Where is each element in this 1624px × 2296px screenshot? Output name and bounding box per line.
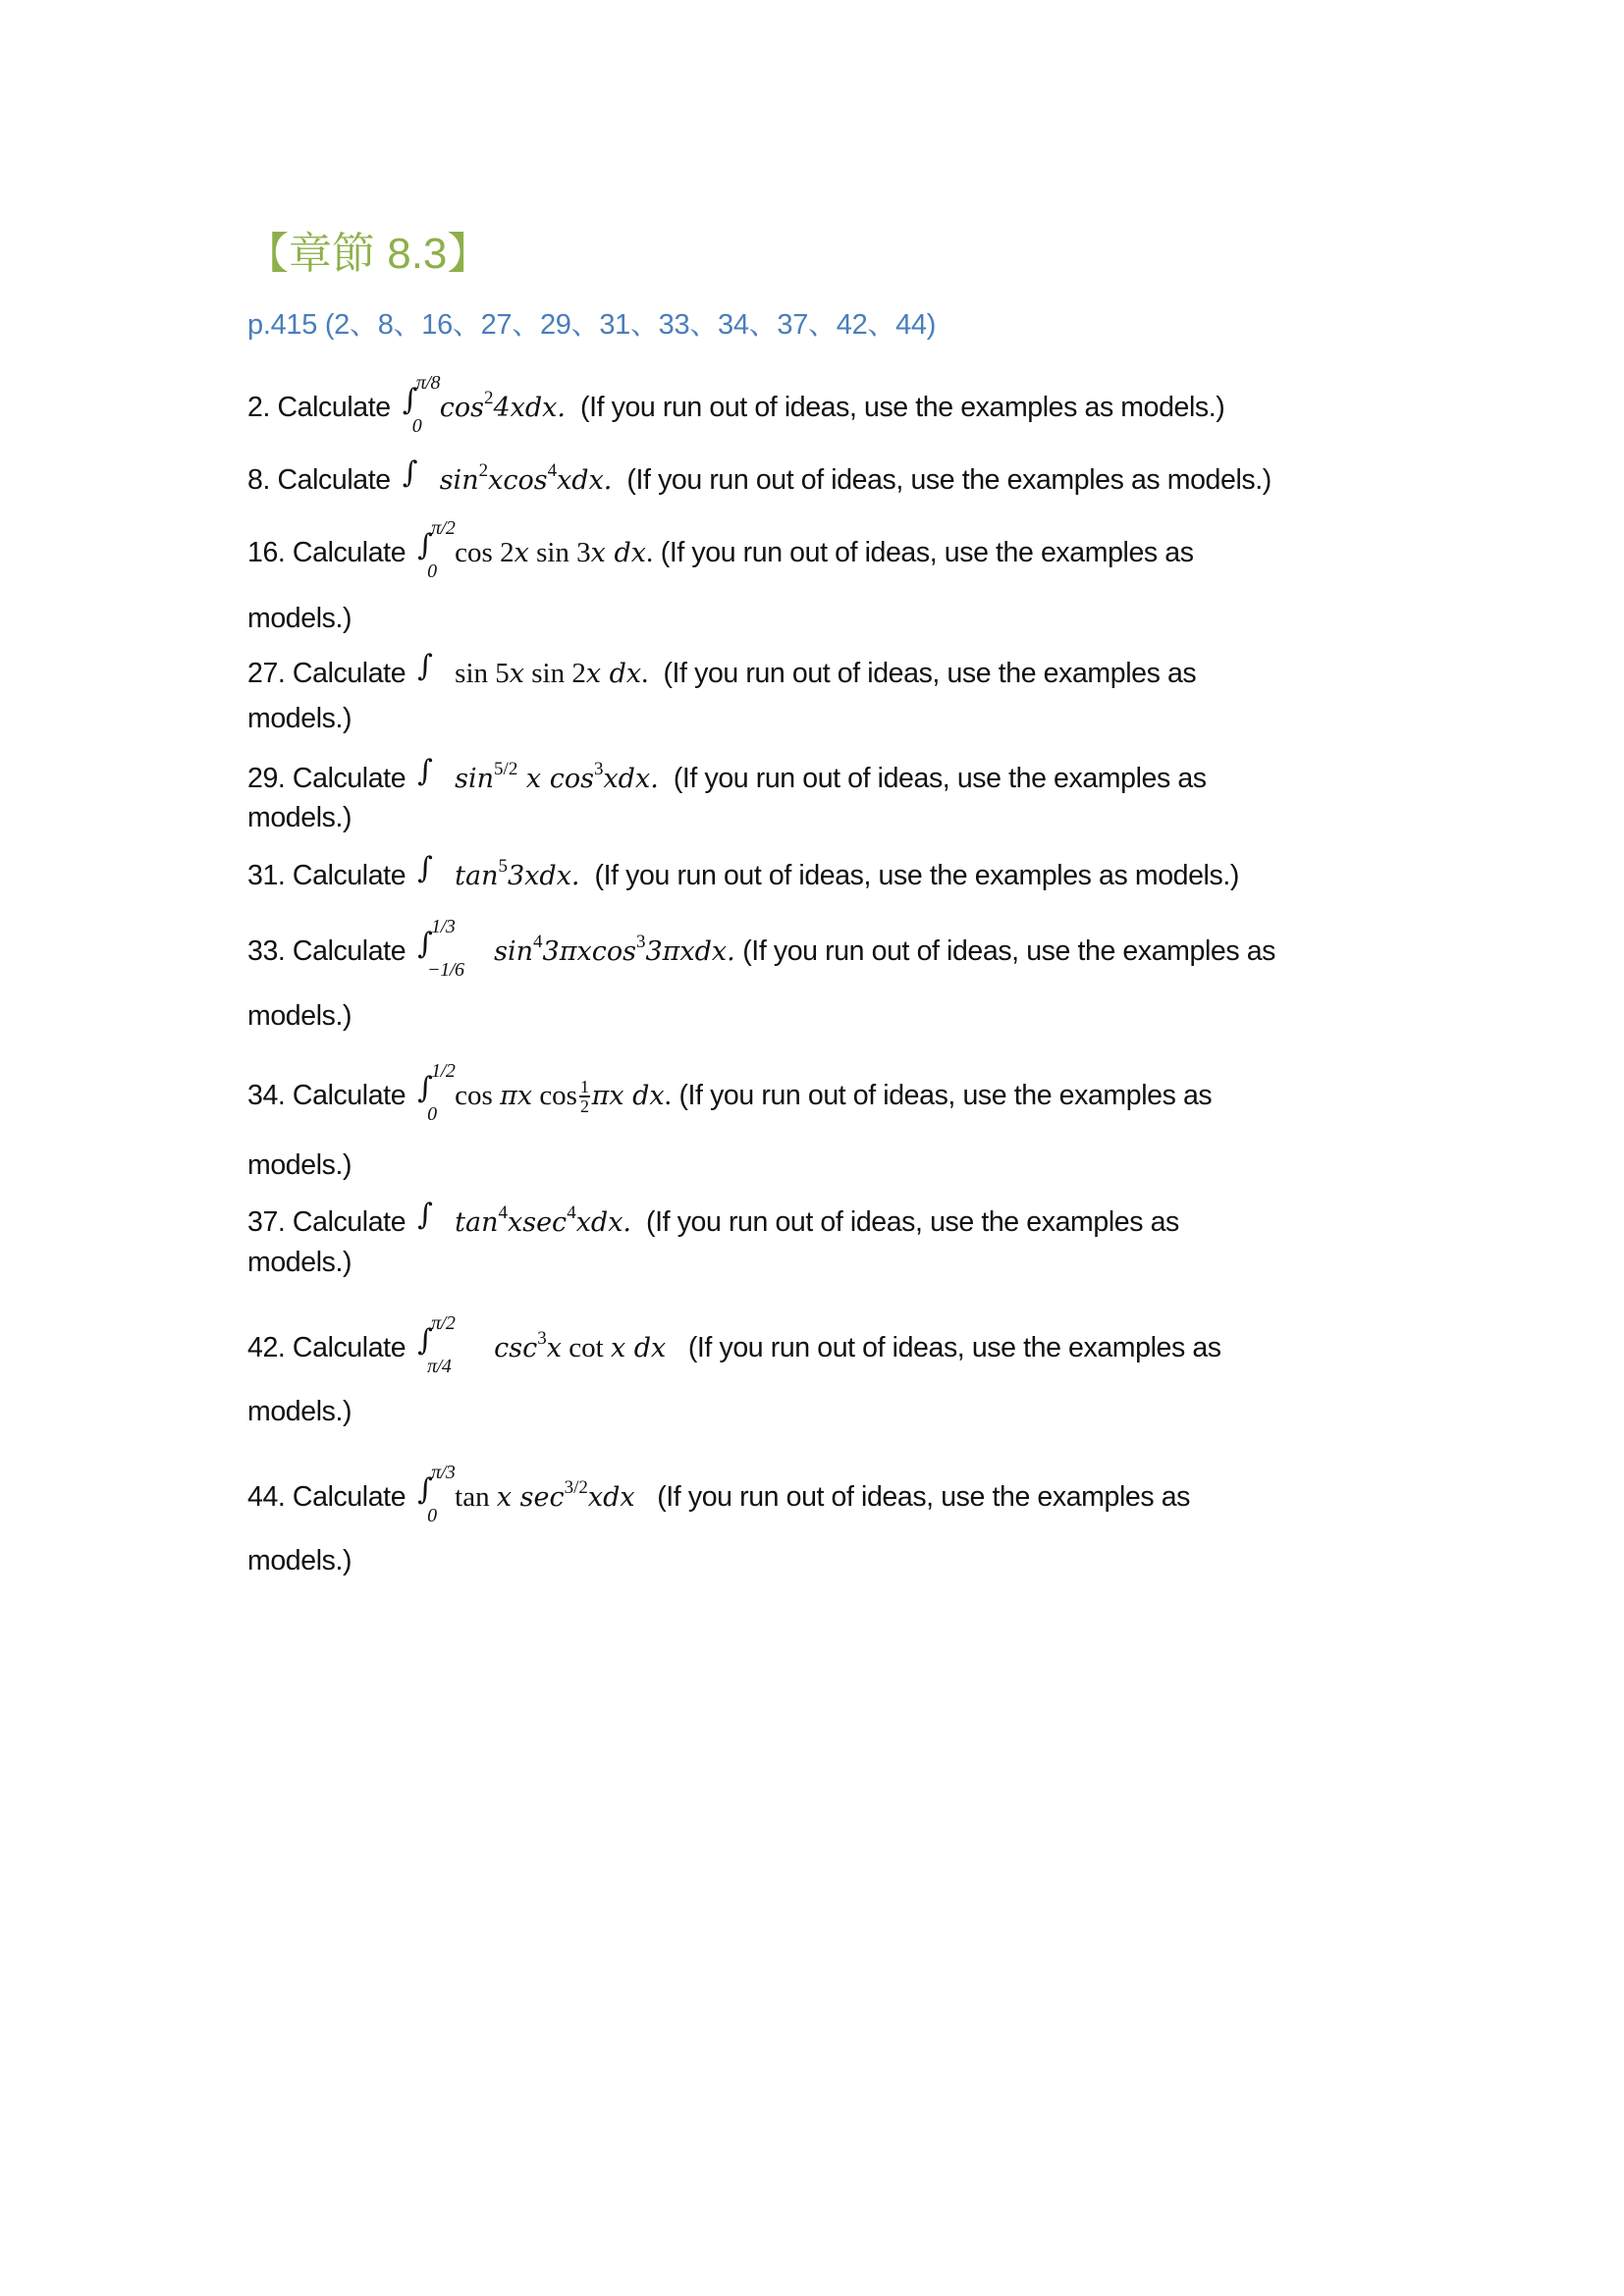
integral-sign-icon: ∫ [402, 455, 417, 490]
math-expression: xcos [488, 465, 548, 496]
integral [417, 1462, 456, 1526]
integral-lower-limit: 0 [427, 1103, 437, 1125]
integral-sign-icon: ∫ [417, 851, 433, 885]
problem-line [247, 916, 1276, 981]
integral-upper-limit: π/3 [431, 1462, 456, 1483]
integral-sign-icon: ∫ [417, 1323, 433, 1358]
problem-continuation: models.) [247, 603, 352, 634]
math-expression: x dx [585, 659, 642, 689]
exponent: 3/2 [564, 1477, 588, 1498]
exponent: 4 [567, 1202, 576, 1223]
integral [402, 372, 441, 437]
integral-upper-limit: π/2 [431, 1312, 456, 1334]
exponent: 4 [498, 1202, 508, 1223]
integral [417, 1312, 486, 1377]
problem-continuation: models.) [247, 1545, 352, 1576]
math-expression: tan [455, 861, 499, 891]
math-expression: x dx [610, 1333, 667, 1363]
math-expression: x cos [517, 764, 594, 794]
math-expression: cos [532, 1080, 577, 1111]
exponent: 5/2 [494, 759, 518, 779]
math-expression: xdx. [603, 764, 659, 794]
math-expression: cos [439, 393, 484, 423]
math-expression: cos [455, 1080, 501, 1111]
problem-continuation: models.) [247, 802, 352, 833]
problem-line [247, 372, 1225, 437]
math-expression: xsec [508, 1207, 568, 1238]
problem-continuation: models.) [247, 1000, 352, 1032]
integral [417, 916, 486, 981]
math-expression: πx [500, 1081, 533, 1111]
math-expression: sin [455, 764, 495, 794]
exponent: 3 [593, 759, 604, 779]
problem-line [247, 1196, 1179, 1241]
exponent: 3 [537, 1328, 547, 1349]
integral-sign-icon: ∫ [417, 649, 433, 683]
math-expression: 3xdx. [508, 861, 580, 891]
integral-lower-limit: 0 [427, 1505, 437, 1526]
problem-label: 29. Calculate [247, 763, 406, 794]
exponent: 4 [547, 460, 558, 481]
integral-upper-limit: π/8 [415, 372, 441, 394]
math-expression: 3πxcos [542, 936, 636, 967]
math-expression: tan [455, 1207, 499, 1238]
problem-label: 2. Calculate [247, 392, 391, 423]
problem-continuation: models.) [247, 1396, 352, 1427]
problem-line [247, 454, 1272, 499]
integral-lower-limit: −1/6 [427, 959, 464, 981]
math-expression: x sec [496, 1482, 565, 1513]
integral [417, 651, 447, 686]
problem-label: 33. Calculate [247, 935, 406, 967]
math-expression: 4xdx. [493, 393, 566, 423]
problem-label: 31. Calculate [247, 860, 406, 891]
exponent: 3 [635, 932, 646, 952]
integral [417, 756, 447, 791]
problem-label: 37. Calculate [247, 1206, 406, 1238]
math-expression: x [514, 538, 529, 568]
math-expression: cos 2 [455, 537, 514, 568]
integral-lower-limit: 0 [427, 561, 437, 582]
math-expression: x dx [590, 538, 646, 568]
math-expression: . [641, 658, 649, 689]
integral [417, 1060, 456, 1125]
page-reference: p.415 (2、8、16、27、29、31、33、34、37、42、44) [247, 309, 937, 341]
integral [417, 1200, 447, 1235]
problem-hint: (If you run out of ideas, use the examples as [653, 537, 1194, 568]
problem-hint: (If you run out of ideas, use the examples as [631, 1206, 1179, 1238]
problem-label: 42. Calculate [247, 1332, 406, 1363]
math-expression: sin 2 [523, 658, 586, 689]
fraction [579, 1078, 590, 1115]
math-expression: xdx. [557, 465, 613, 496]
problem-line [247, 1312, 1221, 1377]
problem-line [247, 1462, 1191, 1526]
problem-hint: (If you run out of ideas, use the examples as [734, 935, 1276, 967]
problem-label: 16. Calculate [247, 537, 406, 568]
integral-sign-icon: ∫ [417, 754, 433, 788]
integral-sign-icon: ∫ [402, 383, 417, 417]
problem-label: 8. Calculate [247, 464, 391, 496]
math-expression: cot [562, 1332, 611, 1363]
integral [403, 457, 432, 493]
fraction-denominator: 2 [579, 1096, 589, 1117]
exponent: 5 [498, 856, 508, 877]
integral-lower-limit: 0 [411, 415, 422, 437]
problem-hint: (If you run out of ideas, use the examples as [658, 763, 1207, 794]
exponent: 2 [478, 460, 489, 481]
integral-sign-icon: ∫ [417, 1198, 433, 1232]
integral-upper-limit: 1/3 [431, 916, 456, 937]
math-expression: sin 5 [455, 658, 510, 689]
problem-hint: (If you run out of ideas, use the examples as [648, 658, 1197, 689]
problem-label: 34. Calculate [247, 1080, 406, 1111]
problem-continuation: models.) [247, 1247, 352, 1278]
problem-hint: (If you run out of ideas, use the examples as models.) [612, 464, 1272, 496]
math-expression: sin [494, 936, 534, 967]
problem-label: 27. Calculate [247, 658, 406, 689]
math-expression: . [664, 1080, 672, 1111]
math-expression: sin [439, 465, 479, 496]
fraction-numerator: 1 [579, 1077, 589, 1097]
integral-lower-limit: π/4 [427, 1356, 452, 1377]
section-heading: 【章節 8.3】 [245, 230, 491, 278]
math-expression: sin 3 [528, 537, 591, 568]
integral [417, 853, 447, 888]
problem-label: 44. Calculate [247, 1481, 406, 1513]
problem-hint: (If you run out of ideas, use the examples as [671, 1080, 1213, 1111]
problem-hint: (If you run out of ideas, use the examples as [634, 1481, 1191, 1513]
integral [417, 517, 456, 582]
math-expression: x [509, 659, 524, 689]
math-expression: csc [494, 1333, 538, 1363]
math-expression: πx dx [591, 1081, 665, 1111]
exponent: 2 [483, 388, 494, 408]
problem-line [247, 849, 1239, 894]
math-expression: xdx. [575, 1207, 632, 1238]
problem-continuation: models.) [247, 1149, 352, 1181]
integral-sign-icon: ∫ [417, 1071, 433, 1105]
problem-hint: (If you run out of ideas, use the examples as models.) [565, 392, 1225, 423]
problem-line [247, 752, 1207, 797]
problem-line [247, 1060, 1213, 1125]
integral-upper-limit: π/2 [431, 517, 456, 539]
problem-hint: (If you run out of ideas, use the examples as [666, 1332, 1221, 1363]
math-expression: xdx [587, 1482, 635, 1513]
math-expression: x [546, 1333, 562, 1363]
integral-sign-icon: ∫ [417, 1472, 433, 1507]
math-expression: tan [455, 1481, 497, 1513]
math-expression: . [645, 537, 654, 568]
integral-sign-icon: ∫ [417, 927, 433, 961]
math-expression: 3πxdx. [645, 936, 735, 967]
integral-sign-icon: ∫ [417, 528, 433, 562]
integral-upper-limit: 1/2 [431, 1060, 456, 1082]
problem-line [247, 517, 1194, 582]
exponent: 4 [533, 932, 543, 952]
problem-hint: (If you run out of ideas, use the examples as models.) [579, 860, 1239, 891]
problem-line [247, 651, 1196, 692]
problem-continuation: models.) [247, 703, 352, 734]
